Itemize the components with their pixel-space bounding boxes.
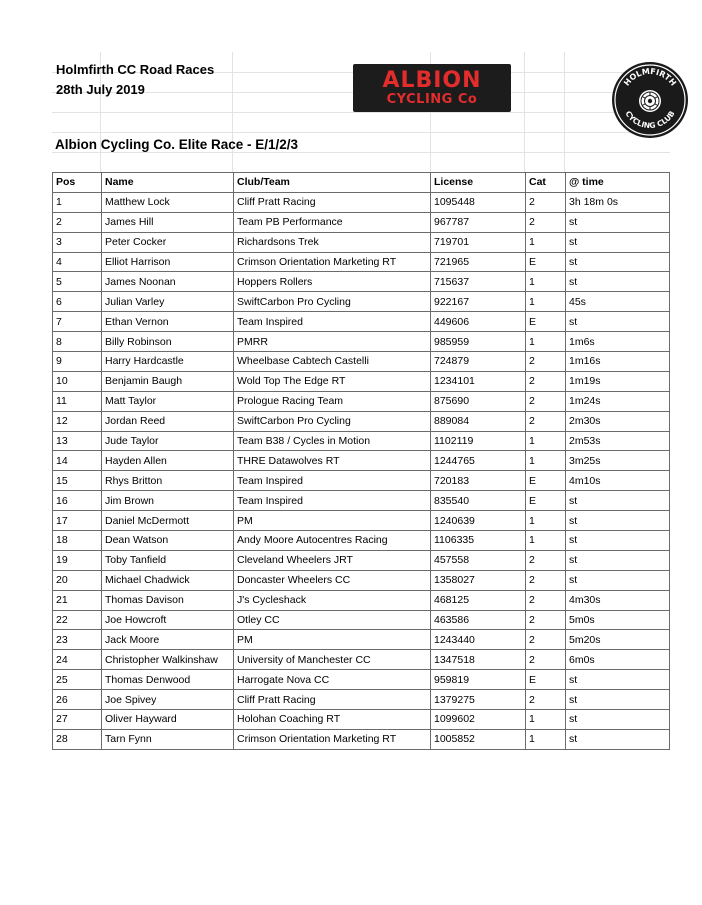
cell-time: 1m19s: [566, 371, 670, 391]
table-row: [53, 232, 670, 252]
cell-time: 3h 18m 0s: [566, 192, 670, 212]
cell-club-team: Crimson Orientation Marketing RT: [234, 729, 431, 749]
table-row: [53, 332, 670, 352]
cell-pos: 22: [53, 610, 102, 630]
cell-time: 1m6s: [566, 332, 670, 352]
cell-time: 45s: [566, 292, 670, 312]
table-row: [53, 531, 670, 551]
column-header-license: License: [431, 173, 526, 193]
cell-time: st: [566, 272, 670, 292]
cell-cat: 1: [526, 710, 566, 730]
cell-club-team: SwiftCarbon Pro Cycling: [234, 292, 431, 312]
cell-cat: E: [526, 471, 566, 491]
cell-pos: 16: [53, 491, 102, 511]
table-row: [53, 690, 670, 710]
cell-license: 1099602: [431, 710, 526, 730]
cell-club-team: Team PB Performance: [234, 212, 431, 232]
cell-club-team: Team Inspired: [234, 491, 431, 511]
cell-time: st: [566, 232, 670, 252]
table-row: [53, 650, 670, 670]
table-row: [53, 451, 670, 471]
cell-cat: 1: [526, 451, 566, 471]
column-header-pos: Pos: [53, 173, 102, 193]
cell-time: 5m0s: [566, 610, 670, 630]
cell-name: Michael Chadwick: [102, 570, 234, 590]
cell-name: Rhys Britton: [102, 471, 234, 491]
table-header-row: [53, 173, 670, 193]
cell-pos: 27: [53, 710, 102, 730]
table-row: [53, 710, 670, 730]
cell-pos: 2: [53, 212, 102, 232]
cell-pos: 21: [53, 590, 102, 610]
table-row: [53, 550, 670, 570]
cell-pos: 18: [53, 531, 102, 551]
cell-club-team: Team B38 / Cycles in Motion: [234, 431, 431, 451]
cell-name: Daniel McDermott: [102, 511, 234, 531]
cell-cat: 2: [526, 590, 566, 610]
cell-license: 967787: [431, 212, 526, 232]
cell-license: 1102119: [431, 431, 526, 451]
cell-name: Toby Tanfield: [102, 550, 234, 570]
cell-license: 1379275: [431, 690, 526, 710]
table-row: [53, 312, 670, 332]
cell-club-team: Team Inspired: [234, 312, 431, 332]
table-row: [53, 670, 670, 690]
column-header-time: @ time: [566, 173, 670, 193]
club-logo-top-text: HOLMFIRTH: [622, 66, 678, 88]
cell-name: Billy Robinson: [102, 332, 234, 352]
cell-time: 4m30s: [566, 590, 670, 610]
cell-club-team: Andy Moore Autocentres Racing: [234, 531, 431, 551]
cell-license: 1234101: [431, 371, 526, 391]
cell-time: st: [566, 212, 670, 232]
cell-club-team: Harrogate Nova CC: [234, 670, 431, 690]
cell-time: st: [566, 252, 670, 272]
cell-pos: 3: [53, 232, 102, 252]
club-logo-bottom-text: CYCLING CLUB: [623, 109, 677, 131]
cell-pos: 14: [53, 451, 102, 471]
cell-license: 1347518: [431, 650, 526, 670]
cell-name: Oliver Hayward: [102, 710, 234, 730]
cell-club-team: Richardsons Trek: [234, 232, 431, 252]
cell-license: 985959: [431, 332, 526, 352]
cell-club-team: SwiftCarbon Pro Cycling: [234, 411, 431, 431]
cell-cat: E: [526, 670, 566, 690]
table-row: [53, 192, 670, 212]
cell-name: Hayden Allen: [102, 451, 234, 471]
cell-pos: 8: [53, 332, 102, 352]
cell-license: 1240639: [431, 511, 526, 531]
table-row: [53, 471, 670, 491]
cell-time: st: [566, 312, 670, 332]
cell-club-team: Hoppers Rollers: [234, 272, 431, 292]
cell-pos: 7: [53, 312, 102, 332]
column-header-name: Name: [102, 173, 234, 193]
table-row: [53, 212, 670, 232]
albion-logo-line2: CYCLING Co: [386, 92, 478, 107]
table-row: [53, 252, 670, 272]
cell-license: 463586: [431, 610, 526, 630]
table-row: [53, 729, 670, 749]
cell-club-team: Otley CC: [234, 610, 431, 630]
cell-pos: 12: [53, 411, 102, 431]
results-table: [52, 172, 670, 750]
cell-pos: 10: [53, 371, 102, 391]
column-header-club-team: Club/Team: [234, 173, 431, 193]
cell-cat: 1: [526, 332, 566, 352]
cell-name: Thomas Denwood: [102, 670, 234, 690]
cell-cat: 2: [526, 570, 566, 590]
cell-pos: 28: [53, 729, 102, 749]
cell-name: Dean Watson: [102, 531, 234, 551]
cell-name: Benjamin Baugh: [102, 371, 234, 391]
cell-club-team: Wold Top The Edge RT: [234, 371, 431, 391]
cell-name: Harry Hardcastle: [102, 352, 234, 372]
cell-cat: 2: [526, 630, 566, 650]
cell-time: st: [566, 570, 670, 590]
cell-time: 3m25s: [566, 451, 670, 471]
cell-name: Matthew Lock: [102, 192, 234, 212]
cell-pos: 23: [53, 630, 102, 650]
cell-license: 1244765: [431, 451, 526, 471]
race-title: Albion Cycling Co. Elite Race - E/1/2/3: [55, 137, 299, 152]
cell-name: Julian Varley: [102, 292, 234, 312]
cell-club-team: Prologue Racing Team: [234, 391, 431, 411]
table-row: [53, 272, 670, 292]
cell-cat: 2: [526, 192, 566, 212]
cell-club-team: Crimson Orientation Marketing RT: [234, 252, 431, 272]
cell-pos: 6: [53, 292, 102, 312]
cell-license: 1005852: [431, 729, 526, 749]
table-row: [53, 610, 670, 630]
yorkshire-rose-icon: [639, 90, 661, 112]
cell-cat: 2: [526, 352, 566, 372]
cell-license: 468125: [431, 590, 526, 610]
cell-pos: 15: [53, 471, 102, 491]
table-row: [53, 371, 670, 391]
table-row: [53, 292, 670, 312]
cell-club-team: Cliff Pratt Racing: [234, 690, 431, 710]
cell-license: 719701: [431, 232, 526, 252]
cell-cat: 1: [526, 531, 566, 551]
cell-time: 2m53s: [566, 431, 670, 451]
table-row: [53, 431, 670, 451]
cell-time: st: [566, 710, 670, 730]
cell-license: 721965: [431, 252, 526, 272]
cell-cat: 1: [526, 292, 566, 312]
cell-club-team: PMRR: [234, 332, 431, 352]
cell-time: st: [566, 491, 670, 511]
cell-time: st: [566, 531, 670, 551]
table-row: [53, 352, 670, 372]
cell-cat: E: [526, 312, 566, 332]
cell-pos: 17: [53, 511, 102, 531]
cell-license: 715637: [431, 272, 526, 292]
cell-time: 6m0s: [566, 650, 670, 670]
cell-name: James Noonan: [102, 272, 234, 292]
cell-license: 959819: [431, 670, 526, 690]
holmfirth-cycling-club-logo: [611, 61, 689, 139]
cell-license: 720183: [431, 471, 526, 491]
cell-name: Christopher Walkinshaw: [102, 650, 234, 670]
cell-pos: 26: [53, 690, 102, 710]
cell-name: Thomas Davison: [102, 590, 234, 610]
cell-cat: 1: [526, 272, 566, 292]
cell-name: Tarn Fynn: [102, 729, 234, 749]
cell-pos: 5: [53, 272, 102, 292]
cell-license: 1243440: [431, 630, 526, 650]
cell-time: 1m16s: [566, 352, 670, 372]
cell-club-team: Holohan Coaching RT: [234, 710, 431, 730]
cell-time: 4m10s: [566, 471, 670, 491]
cell-cat: 2: [526, 212, 566, 232]
cell-cat: 2: [526, 650, 566, 670]
cell-cat: 2: [526, 550, 566, 570]
cell-pos: 11: [53, 391, 102, 411]
cell-club-team: THRE Datawolves RT: [234, 451, 431, 471]
cell-name: Jack Moore: [102, 630, 234, 650]
cell-pos: 1: [53, 192, 102, 212]
cell-name: Jordan Reed: [102, 411, 234, 431]
cell-name: Elliot Harrison: [102, 252, 234, 272]
event-date: 28th July 2019: [56, 82, 145, 97]
cell-pos: 19: [53, 550, 102, 570]
cell-cat: 2: [526, 411, 566, 431]
cell-cat: 1: [526, 511, 566, 531]
cell-club-team: Cleveland Wheelers JRT: [234, 550, 431, 570]
cell-time: st: [566, 690, 670, 710]
cell-club-team: Wheelbase Cabtech Castelli: [234, 352, 431, 372]
cell-club-team: PM: [234, 511, 431, 531]
cell-cat: 2: [526, 690, 566, 710]
cell-cat: 2: [526, 391, 566, 411]
cell-club-team: Doncaster Wheelers CC: [234, 570, 431, 590]
cell-license: 889084: [431, 411, 526, 431]
cell-club-team: University of Manchester CC: [234, 650, 431, 670]
cell-time: st: [566, 670, 670, 690]
cell-cat: 1: [526, 729, 566, 749]
cell-club-team: PM: [234, 630, 431, 650]
event-title: Holmfirth CC Road Races: [56, 62, 215, 77]
cell-license: 835540: [431, 491, 526, 511]
cell-time: st: [566, 550, 670, 570]
albion-cycling-logo: [353, 64, 511, 112]
column-header-cat: Cat: [526, 173, 566, 193]
cell-club-team: J's Cycleshack: [234, 590, 431, 610]
cell-cat: 2: [526, 610, 566, 630]
cell-license: 457558: [431, 550, 526, 570]
table-row: [53, 511, 670, 531]
cell-pos: 20: [53, 570, 102, 590]
cell-pos: 25: [53, 670, 102, 690]
cell-name: James Hill: [102, 212, 234, 232]
albion-logo-line1: ALBION: [382, 68, 482, 93]
cell-cat: 1: [526, 232, 566, 252]
cell-time: 2m30s: [566, 411, 670, 431]
table-row: [53, 491, 670, 511]
cell-name: Joe Spivey: [102, 690, 234, 710]
cell-pos: 13: [53, 431, 102, 451]
cell-time: st: [566, 729, 670, 749]
cell-name: Matt Taylor: [102, 391, 234, 411]
cell-name: Jim Brown: [102, 491, 234, 511]
cell-pos: 4: [53, 252, 102, 272]
cell-license: 1095448: [431, 192, 526, 212]
cell-name: Joe Howcroft: [102, 610, 234, 630]
cell-pos: 24: [53, 650, 102, 670]
cell-license: 724879: [431, 352, 526, 372]
cell-cat: 2: [526, 371, 566, 391]
results-table-body: [53, 192, 670, 749]
cell-pos: 9: [53, 352, 102, 372]
cell-cat: E: [526, 252, 566, 272]
cell-name: Jude Taylor: [102, 431, 234, 451]
table-row: [53, 570, 670, 590]
cell-club-team: Team Inspired: [234, 471, 431, 491]
table-row: [53, 411, 670, 431]
cell-time: 1m24s: [566, 391, 670, 411]
table-row: [53, 630, 670, 650]
table-row: [53, 590, 670, 610]
cell-license: 1106335: [431, 531, 526, 551]
cell-license: 875690: [431, 391, 526, 411]
table-row: [53, 391, 670, 411]
cell-license: 1358027: [431, 570, 526, 590]
cell-cat: 1: [526, 431, 566, 451]
cell-club-team: Cliff Pratt Racing: [234, 192, 431, 212]
cell-time: st: [566, 511, 670, 531]
cell-time: 5m20s: [566, 630, 670, 650]
cell-name: Peter Cocker: [102, 232, 234, 252]
cell-license: 449606: [431, 312, 526, 332]
cell-license: 922167: [431, 292, 526, 312]
cell-name: Ethan Vernon: [102, 312, 234, 332]
cell-cat: E: [526, 491, 566, 511]
